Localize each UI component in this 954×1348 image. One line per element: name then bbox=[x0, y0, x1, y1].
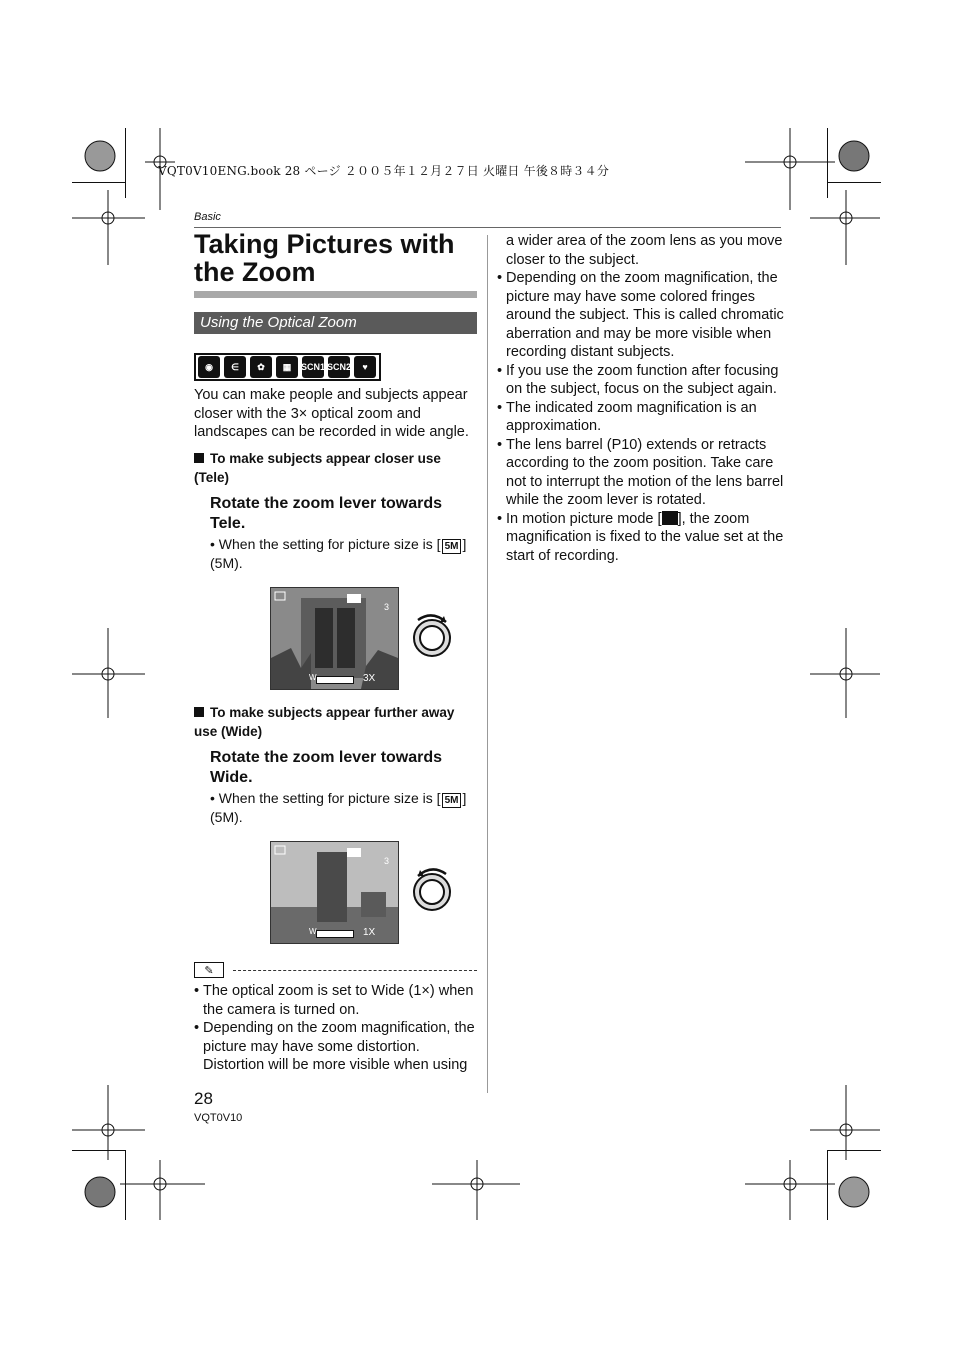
column-divider bbox=[487, 235, 488, 1093]
list-item-motion bbox=[497, 510, 785, 566]
list-item: • Depending on the zoom magnification, the picture may have some distortion. Distortion will be more visible when using bbox=[194, 1019, 479, 1075]
list-item: • The indicated zoom magnification is an approximation. bbox=[497, 399, 785, 436]
zoom-readout: 1X bbox=[363, 927, 376, 938]
motion-note-suffix: ], the zoom magnification is fixed to the value set at the start of recording. bbox=[506, 510, 784, 564]
intro-text: You can make people and subjects appear closer with the 3× optical zoom and landscapes can be recorded in wide angle. bbox=[194, 387, 469, 440]
shots-remaining: 3 bbox=[384, 856, 390, 866]
zoom-w-label: W bbox=[309, 673, 317, 682]
camera-icon: ◉ bbox=[198, 356, 220, 378]
list-item: • Depending on the zoom magnification, the picture may have some colored fringes around the subject. This is called chromatic aberration and may be more visible when recording distant subjects. bbox=[497, 269, 785, 362]
wide-heading bbox=[194, 703, 476, 741]
note-prefix: • When the setting for picture size is [ bbox=[210, 790, 441, 806]
file-info-header: VQT0V10ENG.book 28 ページ ２００５年１２月２７日 火曜日 午後８時３４分 bbox=[158, 164, 610, 178]
note-suffix: ] (5M). bbox=[210, 536, 467, 571]
zoom-lever-tele-icon bbox=[408, 612, 456, 660]
wide-size-note bbox=[210, 789, 470, 827]
tele-instruction: Rotate the zoom lever towards Tele. bbox=[210, 495, 443, 532]
note-prefix: • When the setting for picture size is [ bbox=[210, 536, 441, 552]
economy-icon: ∈ bbox=[224, 356, 246, 378]
top-rule bbox=[194, 227, 781, 228]
model-code: VQT0V10 bbox=[194, 1112, 243, 1124]
subtitle: Using the Optical Zoom bbox=[200, 314, 357, 331]
zoom-lever-wide-icon bbox=[408, 866, 456, 914]
tele-heading-text: To make subjects appear closer use (Tele) bbox=[194, 451, 441, 485]
scn1-icon: SCN1 bbox=[302, 356, 324, 378]
square-bullet-icon bbox=[194, 707, 204, 717]
lcd-screen-wide bbox=[270, 841, 399, 944]
zoom-readout: 3X bbox=[363, 673, 376, 684]
section-label: Basic bbox=[194, 211, 221, 223]
note-divider bbox=[233, 970, 477, 971]
notes-right bbox=[497, 232, 785, 565]
page-title: Taking Pictures with the Zoom bbox=[194, 229, 455, 287]
lcd-screen-tele bbox=[270, 587, 399, 690]
continued-text: a wider area of the zoom lens as you move closer to the subject. bbox=[506, 233, 783, 268]
notes-left bbox=[194, 982, 479, 1075]
picture-size-5m-icon: 5M bbox=[442, 793, 462, 808]
note-header bbox=[194, 962, 477, 980]
picture-size-5m-icon: 5M bbox=[442, 539, 462, 554]
motion-picture-icon: ▦ bbox=[276, 356, 298, 378]
zoom-w-label: W bbox=[309, 927, 317, 936]
list-item: • The optical zoom is set to Wide (1×) when the camera is turned on. bbox=[194, 982, 479, 1019]
note-suffix: ] (5M). bbox=[210, 790, 467, 825]
shots-remaining: 3 bbox=[384, 602, 390, 612]
mode-icon-row bbox=[194, 353, 381, 381]
list-item: • If you use the zoom function after focusing on the subject, focus on the subject again. bbox=[497, 362, 785, 399]
list-item: • The lens barrel (P10) extends or retracts according to the zoom position. Take care not to interrupt the motion of the lens barrel while the zoom lever is rotated. bbox=[497, 436, 785, 510]
wide-instruction: Rotate the zoom lever towards Wide. bbox=[210, 749, 443, 786]
heart-icon: ♥ bbox=[354, 356, 376, 378]
tele-size-note bbox=[210, 535, 470, 573]
square-bullet-icon bbox=[194, 453, 204, 463]
wide-heading-text: To make subjects appear further away use (Wide) bbox=[194, 705, 455, 739]
tele-heading bbox=[194, 449, 476, 487]
title-underline bbox=[194, 291, 477, 298]
motion-picture-icon bbox=[662, 511, 678, 525]
page-number: 28 bbox=[194, 1089, 213, 1108]
scn2-icon: SCN2 bbox=[328, 356, 350, 378]
macro-icon: ✿ bbox=[250, 356, 272, 378]
note-pencil-icon: ✎ bbox=[194, 962, 224, 978]
motion-note-prefix: In motion picture mode [ bbox=[506, 510, 662, 527]
